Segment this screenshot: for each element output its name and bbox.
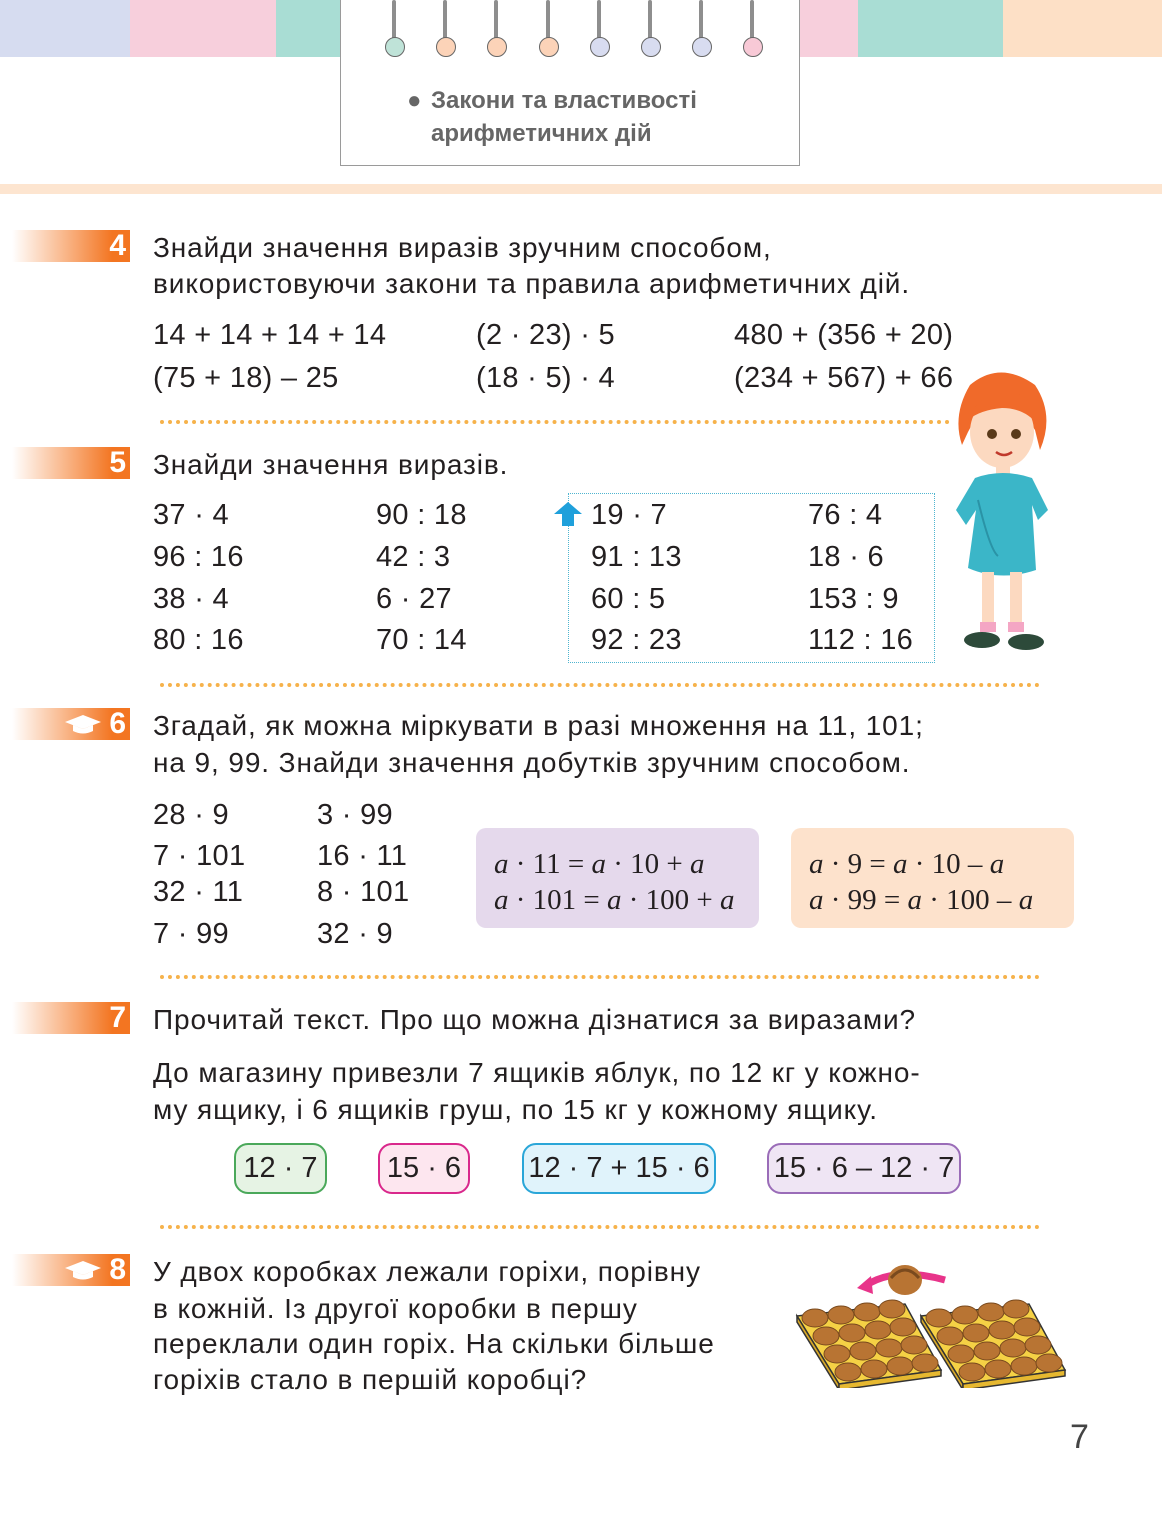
expression-pill: 12 · 7 [234, 1143, 327, 1194]
rule-box-multiply-9-99 [791, 828, 1074, 928]
rule-line: a · 99 = a · 100 – a [809, 884, 1034, 916]
girl-illustration [940, 360, 1060, 660]
expression-pill: 15 · 6 – 12 · 7 [767, 1143, 961, 1194]
expression-pill: 12 · 7 + 15 · 6 [522, 1143, 716, 1194]
exercise-number: 7 [109, 1001, 126, 1034]
expression: 6 · 27 [376, 583, 452, 615]
exercise-text: У двох коробках лежали горіхи, порівну [153, 1256, 701, 1287]
topic-line: Закони та властивості [431, 87, 697, 114]
binder-ring-icon [590, 0, 608, 58]
header-divider [0, 184, 1162, 194]
expression: 80 : 16 [153, 624, 244, 656]
separator [160, 420, 950, 424]
expression: 8 · 101 [317, 876, 410, 908]
graduation-cap-icon [64, 713, 102, 735]
expression: (18 · 5) · 4 [476, 362, 615, 394]
exercise-number-tab [12, 230, 130, 262]
page-number: 7 [1070, 1418, 1089, 1456]
expression: 76 : 4 [808, 499, 883, 531]
expression: 7 · 99 [153, 918, 229, 950]
expression: 3 · 99 [317, 799, 393, 831]
expression: (2 · 23) · 5 [476, 319, 615, 351]
header-strip-peach [1003, 0, 1162, 57]
header-strip-teal-2 [858, 0, 1003, 57]
expression: 153 : 9 [808, 583, 899, 615]
expression: 37 · 4 [153, 499, 229, 531]
expression: 7 · 101 [153, 840, 246, 872]
binder-ring-icon [436, 0, 454, 58]
expression: 32 · 11 [153, 876, 244, 908]
expression: 19 · 7 [591, 499, 667, 531]
topic-line: арифметичних дій [431, 120, 652, 147]
exercise-number: 6 [109, 707, 126, 740]
header-strip-lavender [0, 0, 130, 57]
expression: (75 + 18) – 25 [153, 362, 339, 394]
exercise-text: в кожній. Із другої коробки в першу [153, 1293, 638, 1324]
expression: 480 + (356 + 20) [734, 319, 954, 351]
binder-ring-icon [385, 0, 403, 58]
exercise-instruction: Згадай, як можна міркувати в разі множення на 11, 101; [153, 710, 924, 741]
expression: 42 : 3 [376, 541, 451, 573]
exercise-instruction: Прочитай текст. Про що можна дізнатися за виразами? [153, 1004, 917, 1035]
header-strip-pink [130, 0, 276, 57]
exercise-text: переклали один горіх. На скільки більше [153, 1328, 715, 1359]
topic-title [407, 84, 791, 150]
separator [160, 1225, 1040, 1229]
expression: 18 · 6 [808, 541, 884, 573]
arrow-up-icon [553, 501, 583, 527]
exercise-instruction: Знайди значення виразів. [153, 449, 509, 480]
expression: 16 · 11 [317, 840, 408, 872]
expression: 14 + 14 + 14 + 14 [153, 319, 387, 351]
binder-ring-icon [692, 0, 710, 58]
bullet-icon: ● [407, 87, 422, 114]
nut-boxes-illustration [795, 1258, 1070, 1388]
header-strip-pink-2 [796, 0, 858, 57]
expression-pill: 15 · 6 [378, 1143, 470, 1194]
separator [160, 975, 1040, 979]
topic-note-card [340, 0, 800, 166]
exercise-number: 5 [109, 446, 126, 479]
expression: 96 : 16 [153, 541, 244, 573]
rule-line: a · 101 = a · 100 + a [494, 884, 735, 916]
binder-ring-icon [487, 0, 505, 58]
exercise-number-tab [12, 1002, 130, 1034]
graduation-cap-icon [64, 1259, 102, 1281]
header-strip-teal [276, 0, 346, 57]
exercise-text: му ящику, і 6 ящиків груш, по 15 кг у кожному ящику. [153, 1094, 878, 1125]
binder-ring-icon [641, 0, 659, 58]
expression: 60 : 5 [591, 583, 666, 615]
expression: 70 : 14 [376, 624, 467, 656]
rule-line: a · 11 = a · 10 + a [494, 848, 705, 880]
expression: 92 : 23 [591, 624, 682, 656]
exercise-instruction: на 9, 99. Знайди значення добутків зручним способом. [153, 747, 911, 778]
expression: 91 : 13 [591, 541, 682, 573]
exercise-number: 4 [109, 229, 126, 262]
exercise-number: 8 [109, 1253, 126, 1286]
binder-ring-icon [539, 0, 557, 58]
rule-box-multiply-11-101 [476, 828, 759, 928]
exercise-instruction: Знайди значення виразів зручним способом, [153, 232, 772, 263]
expression: 28 · 9 [153, 799, 229, 831]
expression: 32 · 9 [317, 918, 393, 950]
exercise-text: горіхів стало в першій коробці? [153, 1364, 588, 1395]
expression: (234 + 567) + 66 [734, 362, 954, 394]
expression: 90 : 18 [376, 499, 467, 531]
binder-ring-icon [743, 0, 761, 58]
exercise-instruction: використовуючи закони та правила арифметичних дій. [153, 268, 911, 299]
rule-line: a · 9 = a · 10 – a [809, 848, 1005, 880]
exercise-number-tab [12, 447, 130, 479]
expression: 112 : 16 [808, 624, 914, 656]
exercise-text: До магазину привезли 7 ящиків яблук, по 12 кг у кожно- [153, 1057, 921, 1088]
expression: 38 · 4 [153, 583, 229, 615]
separator [160, 683, 1040, 687]
exercise-number-tab [12, 708, 130, 740]
exercise-number-tab [12, 1254, 130, 1286]
